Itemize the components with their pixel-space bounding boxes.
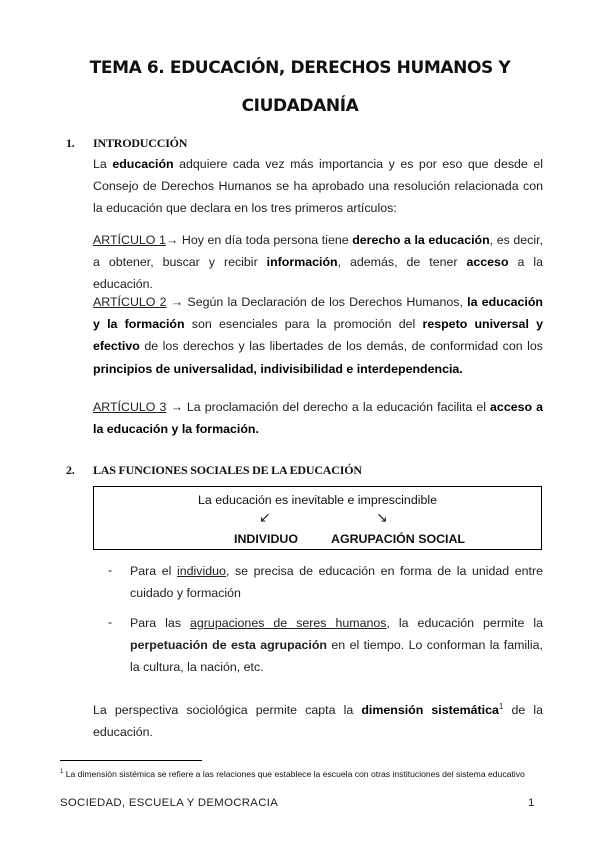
article-1-bold-1: derecho a la educación — [352, 233, 490, 247]
bullet-1-underline: individuo — [177, 564, 226, 578]
article-2-label: ARTÍCULO 2 — [93, 295, 167, 309]
intro-text-1: La — [93, 157, 113, 171]
bullet-1-text-2: , se precisa de educación en forma de la unidad entre cuidado y formación — [130, 564, 543, 601]
diagram-individuo: INDIVIDUO — [234, 532, 299, 546]
footnote-reference: 1 — [498, 702, 504, 711]
section-1-number: 1. — [66, 136, 75, 150]
education-diagram-box — [93, 486, 542, 550]
bullet-2-text-3: en el tiempo. Lo conforman la familia, la cultura, la nación, etc. — [130, 638, 544, 675]
bullet-1-dash: - — [108, 563, 113, 577]
section-1-title: INTRODUCCIÓN — [93, 136, 188, 150]
intro-bold-educacion: educación — [112, 157, 174, 171]
article-1-text-3: , además, de tener — [337, 255, 467, 270]
footnote-text: La dimensión sistémica se refiere a las relaciones que establece la escuela con otras instituciones del sistema educativo — [63, 768, 525, 779]
article-3-bold-1: acceso a la educación y la formación. — [93, 400, 544, 437]
article-1-bold-3: acceso — [466, 255, 509, 270]
section-2-number: 2. — [66, 463, 75, 477]
bullet-2-dash: - — [108, 615, 113, 629]
bullet-2-underline: agrupaciones de seres humanos — [190, 616, 387, 630]
article-1-label: ARTÍCULO 1 — [93, 233, 166, 247]
footer-page-number: 1 — [528, 797, 535, 809]
bullet-2-bold: perpetuación de esta agrupación — [130, 638, 328, 653]
page-title-line-2: CIUDADANÍA — [241, 96, 359, 116]
diagram-top-text: La educación es inevitable e imprescindible — [197, 493, 437, 507]
article-2-bold-3: principios de universalidad, indivisibilidad e interdependencia. — [93, 361, 463, 376]
footnote-divider — [60, 760, 202, 761]
closing-text-2: de la educación. — [93, 703, 544, 740]
article-2-bold-2: respeto universal y efectivo — [93, 317, 544, 354]
article-1-text-4: a la educación. — [93, 255, 543, 292]
bullet-1-text — [130, 560, 543, 604]
article-1-paragraph — [93, 229, 543, 296]
footnote-number: 1 — [60, 769, 64, 775]
article-2-text-3: de los derechos y las libertades de los demás, de conformidad con los — [139, 339, 543, 354]
bullet-2-text-1: Para las — [130, 616, 191, 630]
article-3-text-1: → La proclamación del derecho a la educación facilita el — [166, 400, 491, 414]
bullet-1-text-1: Para el — [130, 564, 178, 578]
bullet-2-text — [130, 612, 543, 679]
article-2-bold-1: la educación y la formación — [93, 295, 543, 332]
closing-paragraph — [93, 696, 543, 744]
page-title-line-1: TEMA 6. EDUCACIÓN, DERECHOS HUMANOS Y — [89, 58, 511, 78]
article-2-paragraph — [93, 291, 543, 380]
footer-course-name: SOCIEDAD, ESCUELA Y DEMOCRACIA — [60, 797, 279, 809]
closing-bold: dimensión sistemática — [361, 703, 499, 718]
arrow-down-left-icon: ↙ — [259, 509, 271, 525]
intro-text-2: adquiere cada vez más importancia y es por eso que desde el Consejo de Derechos Humanos se ha aprobado una resolución relacionada con la educación que declara en los tres primeros artículos: — [93, 157, 543, 216]
arrow-down-right-icon: ↘ — [376, 509, 388, 525]
article-3-label: ARTÍCULO 3 — [93, 400, 167, 414]
article-1-text-2: , es decir, a obtener, buscar y recibir — [93, 233, 543, 270]
diagram-agrupacion-social: AGRUPACIÓN SOCIAL — [331, 532, 466, 546]
bullet-2-text-2: , la educación permite la — [386, 616, 543, 630]
intro-paragraph — [93, 153, 543, 220]
article-2-text-2: son esenciales para la promoción del — [184, 317, 423, 332]
article-2-text-1: → Según la Declaración de los Derechos Humanos, — [166, 295, 468, 309]
section-2-title: LAS FUNCIONES SOCIALES DE LA EDUCACIÓN — [93, 463, 362, 477]
closing-text-1: La perspectiva sociológica permite capta la — [93, 703, 362, 718]
article-1-bold-2: información — [266, 255, 338, 270]
footnote — [60, 767, 540, 780]
article-1-text-1: → Hoy en día toda persona tiene — [165, 233, 353, 247]
article-3-paragraph — [93, 396, 543, 440]
